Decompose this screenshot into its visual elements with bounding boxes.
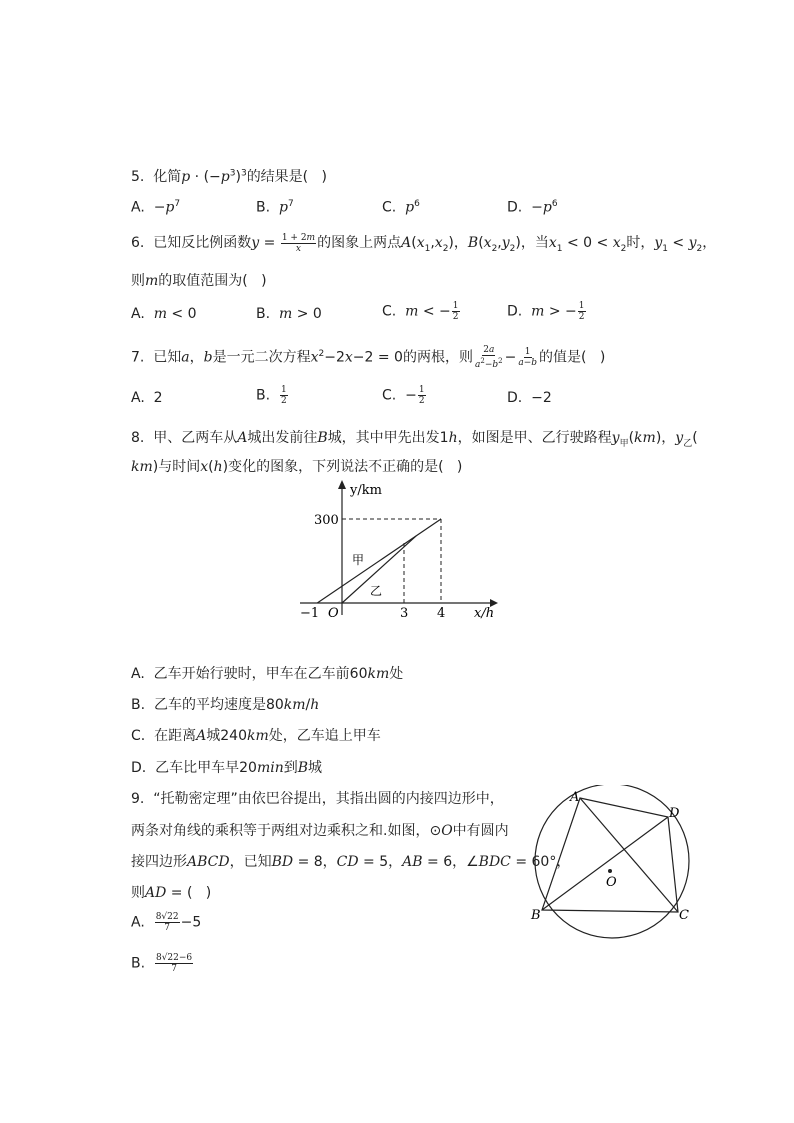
y-axis-arrow [338, 480, 346, 489]
y-axis-label: y/km [350, 483, 382, 498]
q8-stem-line2: km)与时间x(h)变化的图象，下列说法不正确的是( ) [131, 459, 463, 475]
point-o-label: O [606, 875, 617, 890]
q8-graph [290, 475, 510, 625]
q6-option-b: B. m > 0 [256, 306, 322, 322]
x-tick-neg1: −1 [300, 606, 320, 621]
label-jia: 甲 [352, 553, 365, 567]
point-b-label: B [531, 908, 541, 923]
q7-option-b: B. $\frac{1}{2}$ [256, 385, 287, 406]
point-d-label: D [669, 806, 680, 821]
x-tick-4: 4 [437, 606, 446, 621]
origin-label: O [328, 606, 339, 621]
center-dot [608, 869, 612, 873]
q7-stem: 7. 已知a，b是一元二次方程$x^2-2x-2 = 0$的两根，则 $\frac{2a}{a^2-b^2}$ − $\frac{1}{a-b}$ 的值是( ) [131, 345, 606, 370]
diagonal-ac [580, 798, 678, 912]
q8-option-d: D. 乙车比甲车早20min到B城 [131, 760, 323, 776]
q6-stem-line1: 6. 已知反比例函数y = $\frac{1 + 2m}{x}$ 的图象上两点$A(x_1,x_2)$，$B(x_2,y_2)$，当$x_1 < 0 < x_2$时，$y_1 < y_2$， [131, 232, 717, 254]
label-yi: 乙 [370, 584, 383, 598]
x-tick-3: 3 [400, 606, 409, 621]
q6-option-c: C. m < − $\frac{1}{2}$ [382, 301, 459, 322]
q5-option-a: A. $-p^7$ [131, 199, 181, 216]
x-axis-label: x/h [474, 606, 495, 621]
q9-line1: 9. “托勒密定理”由依巴谷提出，其指出圆的内接四边形中， [131, 791, 504, 807]
q9-line4: 则AD = ( ) [131, 885, 212, 901]
q5-option-d: D. $-p^6$ [507, 199, 558, 216]
q7-option-a: A. 2 [131, 390, 163, 406]
q5-option-b: B. $p^7$ [256, 199, 294, 216]
q6-option-d: D. m > − $\frac{1}{2}$ [507, 301, 585, 322]
point-c-label: C [679, 908, 689, 923]
q9-line3: 接四边形ABCD，已知BD = 8，CD = 5，AB = 6，∠BDC = 60°， [131, 854, 571, 870]
q8-option-a: A. 乙车开始行驶时，甲车在乙车前60km处 [131, 666, 404, 682]
q8-option-c: C. 在距离A城240km处，乙车追上甲车 [131, 728, 381, 744]
q9-line2: 两条对角线的乘积等于两组对边乘积之和.如图，⊙O中有圆内 [131, 823, 509, 839]
q5-stem: 5. 化简$p \cdot (-p^3)^3$的结果是( ) [131, 168, 327, 185]
q9-option-a: A. $\frac{8√22}{7}$ −5 [131, 912, 202, 933]
point-a-label: A [570, 790, 580, 805]
q9-figure [528, 785, 698, 950]
q7-option-c: C. − $\frac{1}{2}$ [382, 385, 425, 406]
q9-option-b: B. $\frac{8√22-6}{7}$ [131, 953, 193, 974]
y-tick-300: 300 [314, 513, 339, 528]
q8-stem-line1: 8. 甲、乙两车从A城出发前往B城，其中甲先出发1h，如图是甲、乙行驶路程$y_甲(km)$，$y_乙$( [131, 430, 698, 449]
diagonal-bd [542, 817, 668, 910]
q6-stem-line2: 则m的取值范围为( ) [131, 273, 267, 289]
q6-option-a: A. m < 0 [131, 306, 197, 322]
q8-option-b: B. 乙车的平均速度是80km/h [131, 697, 320, 713]
q5-option-c: C. $p^6$ [382, 199, 420, 216]
q7-option-d: D. −2 [507, 390, 552, 406]
